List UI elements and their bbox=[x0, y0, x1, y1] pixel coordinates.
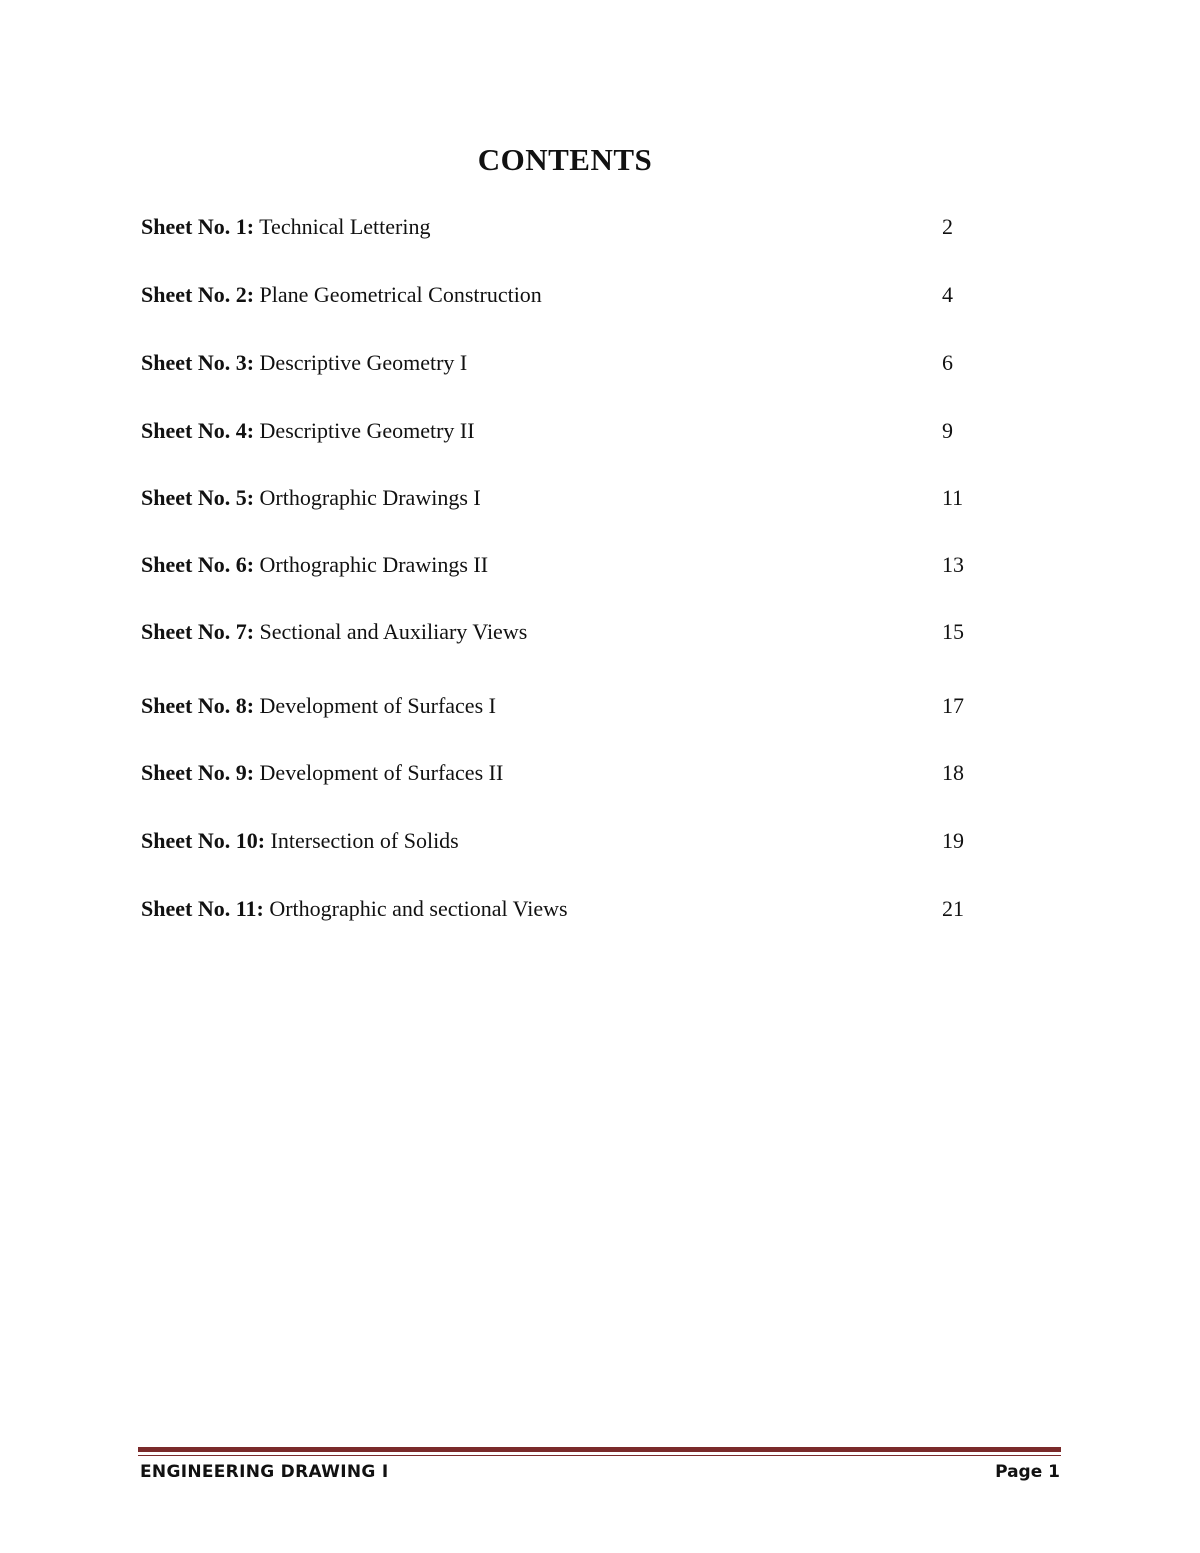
toc-entry bbox=[141, 691, 971, 721]
toc-entry bbox=[141, 758, 971, 788]
footer-rule bbox=[138, 1447, 1061, 1452]
toc-entry bbox=[141, 617, 971, 647]
toc-entry bbox=[141, 280, 971, 310]
toc-entry-label: Sheet No. 5: bbox=[141, 485, 255, 510]
toc-entry-label: Sheet No. 7: bbox=[141, 619, 255, 644]
toc-entry-label: Sheet No. 1: bbox=[141, 214, 255, 239]
toc-entry-page: 17 bbox=[942, 693, 964, 718]
toc-entry bbox=[141, 416, 971, 446]
toc-entry-title: Plane Geometrical Construction bbox=[259, 282, 542, 307]
toc-entry-label: Sheet No. 3: bbox=[141, 350, 255, 375]
toc-entry-title: Descriptive Geometry II bbox=[259, 418, 475, 443]
toc-entry-label: Sheet No. 6: bbox=[141, 552, 255, 577]
toc-entry-page: 4 bbox=[942, 282, 953, 307]
toc-entry-page: 19 bbox=[942, 828, 964, 853]
toc-entry-page: 2 bbox=[942, 214, 953, 239]
toc-entry-title: Development of Surfaces II bbox=[259, 760, 504, 785]
footer-page-number: Page 1 bbox=[995, 1462, 1060, 1482]
toc-entry-label: Sheet No. 4: bbox=[141, 418, 255, 443]
toc-entry-title: Technical Lettering bbox=[259, 214, 431, 239]
footer-document-title: ENGINEERING DRAWING I bbox=[140, 1462, 389, 1482]
toc-entry-label: Sheet No. 11: bbox=[141, 896, 264, 921]
toc-entry-label: Sheet No. 10: bbox=[141, 828, 266, 853]
toc-entry-page: 18 bbox=[942, 760, 964, 785]
toc-entry-title: Orthographic and sectional Views bbox=[269, 896, 568, 921]
toc-entry-page: 9 bbox=[942, 418, 953, 443]
toc-entry bbox=[141, 348, 971, 378]
toc-entry bbox=[141, 826, 971, 856]
toc-entry-page: 15 bbox=[942, 619, 964, 644]
toc-entry-title: Sectional and Auxiliary Views bbox=[259, 619, 528, 644]
toc-entry-title: Orthographic Drawings II bbox=[259, 552, 489, 577]
toc-entry-title: Development of Surfaces I bbox=[259, 693, 496, 718]
toc-entry-title: Orthographic Drawings I bbox=[259, 485, 481, 510]
toc-entry-page: 6 bbox=[942, 350, 953, 375]
toc-entry-title: Descriptive Geometry I bbox=[259, 350, 468, 375]
toc-entry-page: 21 bbox=[942, 896, 964, 921]
toc-entry-label: Sheet No. 9: bbox=[141, 760, 255, 785]
toc-entry bbox=[141, 550, 971, 580]
toc-entry-page: 11 bbox=[942, 485, 964, 510]
toc-entry bbox=[141, 483, 971, 513]
footer-rule-thin bbox=[138, 1455, 1061, 1456]
toc-entry bbox=[141, 894, 971, 924]
toc-entry-title: Intersection of Solids bbox=[270, 828, 459, 853]
toc-entry-page: 13 bbox=[942, 552, 964, 577]
page-title: CONTENTS bbox=[477, 142, 653, 177]
toc-entry-label: Sheet No. 2: bbox=[141, 282, 255, 307]
toc-entry bbox=[141, 212, 971, 242]
toc-entry-label: Sheet No. 8: bbox=[141, 693, 255, 718]
